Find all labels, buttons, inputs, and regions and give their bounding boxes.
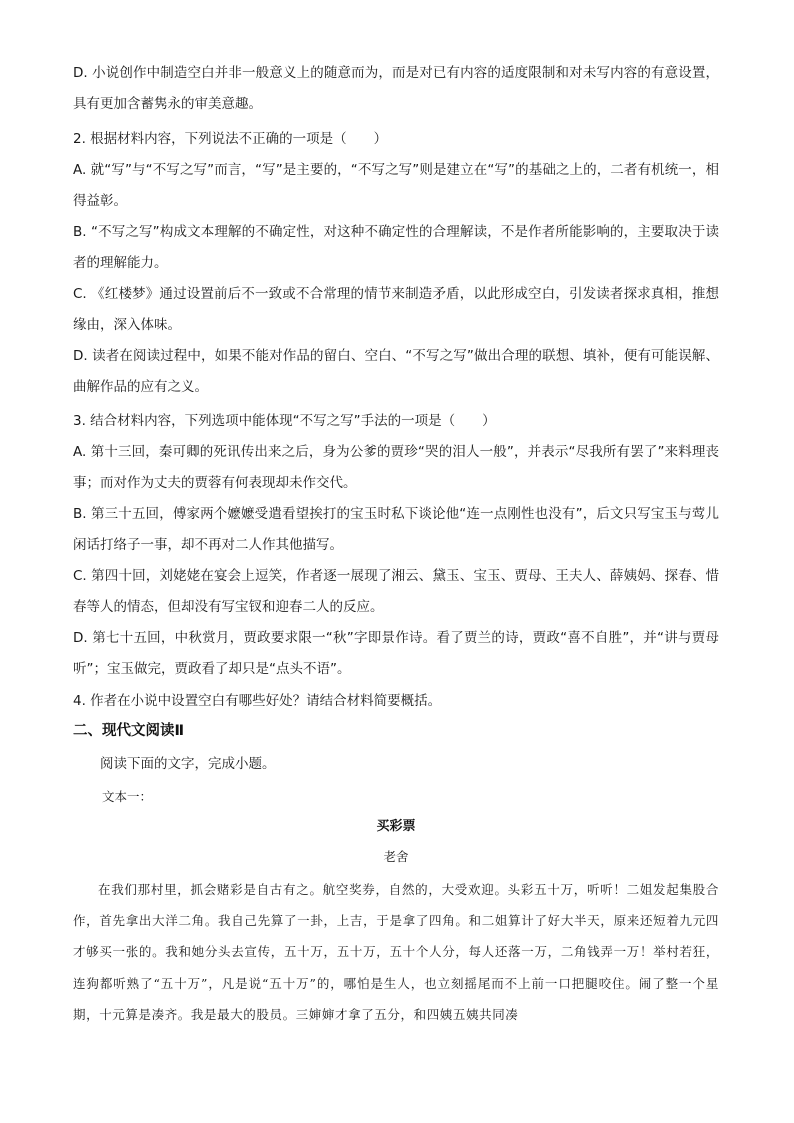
q3-option-d: D. 第七十五回，中秋赏月，贾政要求限一“秋”字即景作诗。看了贾兰的诗，贾政“喜不自胜”，并“讲与贾母听”；宝玉做完，贾政看了却只是“点头不语”。 [73, 630, 719, 677]
q2-stem: 2. 根据材料内容，下列说法不正确的一项是（ ） [73, 131, 388, 147]
section-heading: 二、现代文阅读Ⅱ [73, 723, 185, 739]
story-author: 老舍 [383, 849, 409, 864]
q3-stem: 3. 结合材料内容，下列选项中能体现“不写之写”手法的一项是（ ） [73, 413, 496, 429]
q1-option-d: D. 小说创作中制造空白并非一般意义上的随意而为，而是对已有内容的适度限制和对未写内容的有意设置，具有更加含蓄隽永的审美意趣。 [73, 65, 719, 112]
q2-option-b: B. “不写之写”构成文本理解的不确定性，对这种不确定性的合理解读，不是作者所能影响的，主要取决于读者的理解能力。 [73, 224, 719, 271]
story-title: 买彩票 [376, 819, 416, 834]
q2-option-c: C. 《红楼梦》通过设置前后不一致或不合常理的情节来制造矛盾，以此形成空白，引发读者探求真相，推想缘由，深入体味。 [73, 286, 719, 333]
q2-option-d: D. 读者在阅读过程中，如果不能对作品的留白、空白、“不写之写”做出合理的联想、填补，便有可能误解、曲解作品的应有之义。 [73, 348, 719, 395]
q3-option-c: C. 第四十回，刘姥姥在宴会上逗笑，作者逐一展现了湘云、黛玉、宝玉、贾母、王夫人、薛姨妈、探春、惜春等人的情态，但却没有写宝钗和迎春二人的反应。 [73, 568, 719, 615]
text-one-label: 文本一： [102, 789, 153, 804]
q2-option-a: A. 就“写”与“不写之写”而言，“写”是主要的，“不写之写”则是建立在“写”的基础之上的，二者有机统一，相得益彰。 [73, 162, 719, 209]
q4-stem: 4. 作者在小说中设置空白有哪些好处？请结合材料简要概括。 [73, 693, 442, 709]
q3-option-b: B. 第三十五回，傅家两个嬷嬷受遣看望挨打的宝玉时私下谈论他“连一点刚性也没有”，后文只写宝玉与莺儿闲话打络子一事，却不再对二人作其他描写。 [73, 506, 719, 553]
q3-option-a: A. 第十三回，秦可卿的死讯传出来之后，身为公爹的贾珍“哭的泪人一般”，并表示“尽我所有罢了”来料理丧事；而对作为丈夫的贾蓉有何表现却未作交代。 [73, 444, 719, 491]
story-body: 在我们那村里，抓会赌彩是自古有之。航空奖券，自然的，大受欢迎。头彩五十万，听听！二姐发起集股合作，首先拿出大洋二角。我自己先算了一卦，上吉，于是拿了四角。和二姐算计了好大半天，原来还短着九元四才够买一张的。我和她分头去宣传，五十万，五十万，五十个人分，每人还落一万，二角钱弄一万！举村若狂，连狗都听熟了“五十万”，凡是说“五十万”的，哪怕是生人，也立刻摇尾而不上前一口把腿咬住。闹了整一个星期，十元算是凑齐。我是最大的股员。三婶婶才拿了五分，和四姨五姨共同凑 [73, 882, 719, 1022]
reading-instruction: 阅读下面的文字，完成小题。 [100, 756, 276, 772]
